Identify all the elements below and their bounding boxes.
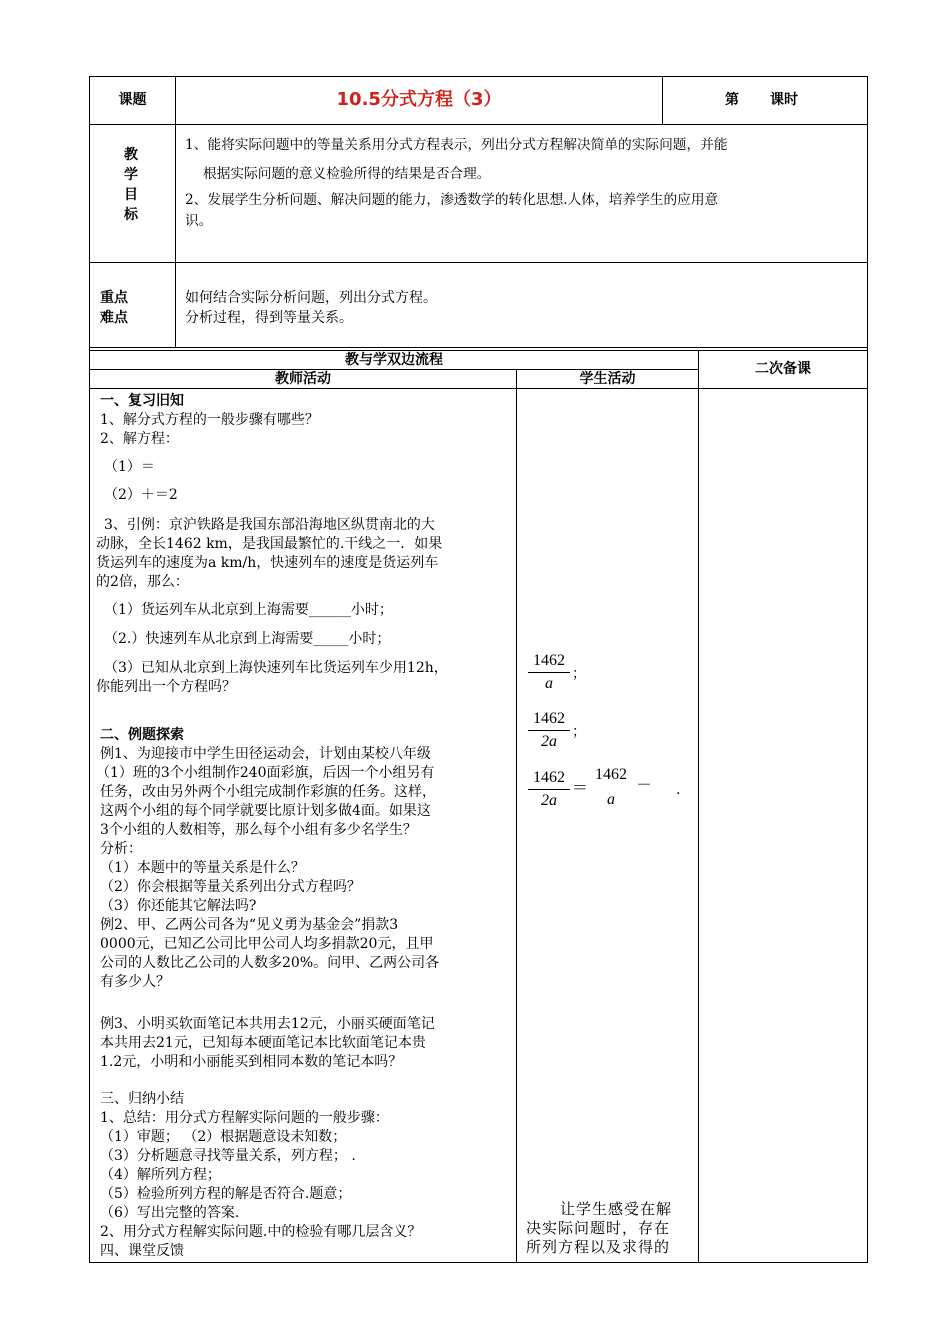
difficulty-text: 分析过程，得到等量关系。 bbox=[185, 310, 353, 326]
row-divider-1 bbox=[89, 124, 868, 125]
teacher-line: （3）你还能其它解法吗? bbox=[100, 898, 257, 914]
teacher-line: 例2、甲、乙两公司各为“见义勇为基金会”捐款3 bbox=[100, 917, 399, 933]
fraction-numerator: 1462 bbox=[533, 769, 565, 786]
student-activity-header: 学生活动 bbox=[579, 371, 636, 387]
teacher-line: 分析： bbox=[100, 841, 142, 857]
section-summary-heading: 三、归纳小结 bbox=[100, 1091, 184, 1107]
student-note-line-2: 决实际问题时，存在 bbox=[526, 1219, 671, 1237]
equation-left-fraction bbox=[528, 768, 570, 811]
row-divider-6 bbox=[89, 388, 868, 389]
row-divider-3 bbox=[89, 347, 868, 348]
fraction-denominator: a bbox=[545, 675, 553, 692]
lesson-column-divider bbox=[662, 76, 663, 125]
minus-sign: － bbox=[636, 775, 653, 794]
fraction-numerator: 1462 bbox=[595, 768, 627, 782]
objectives-label-1: 教 bbox=[124, 147, 138, 163]
student-note-line-1: 让学生感受在解 bbox=[560, 1200, 673, 1218]
teacher-line: 你能列出一个方程吗？ bbox=[96, 679, 236, 695]
difficulty-label: 难点 bbox=[100, 310, 128, 326]
keypoint-text: 如何结合实际分析问题，列出分式方程。 bbox=[185, 290, 437, 306]
equals-sign: ＝ bbox=[572, 778, 589, 797]
lesson-suffix: 课时 bbox=[770, 92, 798, 108]
teacher-line: （1）本题中的等量关系是什么？ bbox=[100, 860, 305, 876]
teacher-line: （2）你会根据等量关系列出分式方程吗？ bbox=[100, 879, 361, 895]
second-prep-header: 二次备课 bbox=[755, 361, 811, 377]
fraction-freight-time bbox=[528, 651, 570, 694]
semicolon: ； bbox=[572, 724, 586, 740]
trailing-dot: . bbox=[676, 782, 681, 798]
table-border-right bbox=[867, 76, 868, 1263]
teacher-line: 例3、小明买软面笔记本共用去12元，小丽买硬面笔记 bbox=[100, 1016, 435, 1032]
equation-right-fraction bbox=[590, 768, 632, 810]
teacher-line: 这两个小组的每个同学就要比原计划多做4面。如果这 bbox=[100, 803, 431, 819]
fraction-bar bbox=[528, 672, 570, 673]
teacher-activity-header: 教师活动 bbox=[275, 371, 331, 387]
fraction-bar bbox=[528, 789, 570, 790]
objective-2-line-2: 识。 bbox=[185, 213, 213, 229]
teacher-line: 3个小组的人数相等，那么每个小组有多少名学生？ bbox=[100, 822, 417, 838]
objectives-label-3: 目 bbox=[124, 187, 138, 203]
student-column-divider bbox=[516, 369, 517, 1263]
semicolon: ； bbox=[572, 666, 586, 682]
teacher-line: 的2倍，那么： bbox=[96, 574, 189, 590]
teacher-line: （1）审题； （2）根据题意设未知数； bbox=[100, 1129, 347, 1145]
student-note-line-3: 所列方程以及求得的 bbox=[526, 1238, 671, 1256]
teacher-line: 2、解方程： bbox=[100, 431, 179, 447]
fraction-express-time bbox=[528, 709, 570, 752]
objective-1-line-1: 1、能将实际问题中的等量关系用分式方程表示，列出分式方程解决简单的实际问题，并能 bbox=[185, 137, 728, 153]
teacher-line: 1、解分式方程的一般步骤有哪些？ bbox=[100, 412, 319, 428]
row-divider-2 bbox=[89, 262, 868, 263]
table-border-top bbox=[89, 76, 868, 77]
teacher-line: （6）写出完整的答案. bbox=[100, 1205, 240, 1221]
teacher-line: 2、用分式方程解实际问题.中的检验有哪几层含义？ bbox=[100, 1224, 422, 1240]
section-review-heading: 一、复习旧知 bbox=[100, 393, 184, 409]
teacher-line: 任务，改由另外两个小组完成制作彩旗的任务。这样， bbox=[100, 784, 436, 800]
fraction-denominator: 2a bbox=[541, 733, 557, 750]
fraction-bar bbox=[590, 783, 632, 784]
teacher-line: 1.2元，小明和小丽能买到相同本数的笔记本吗？ bbox=[100, 1054, 403, 1070]
teacher-line: （1）＝ bbox=[104, 459, 155, 475]
second-prep-column-divider bbox=[698, 350, 699, 1263]
teacher-line: 3、引例：京沪铁路是我国东部沿海地区纵贯南北的大 bbox=[104, 517, 435, 533]
objective-2-line-1: 2、发展学生分析问题、解决问题的能力，渗透数学的转化思想.人体，培养学生的应用意 bbox=[185, 192, 719, 208]
page-title: 10.5分式方程（3） bbox=[336, 89, 502, 110]
fraction-numerator: 1462 bbox=[533, 710, 565, 727]
objective-1-line-2: 根据实际问题的意义检验所得的结果是否合理。 bbox=[203, 166, 491, 182]
teacher-line: 货运列车的速度为a km/h，快速列车的速度是货运列车 bbox=[96, 555, 439, 571]
topic-label: 课题 bbox=[118, 92, 147, 108]
fraction-bar bbox=[528, 730, 570, 731]
teacher-line: （5）检验所列方程的解是否符合.题意； bbox=[100, 1186, 352, 1202]
table-border-left bbox=[89, 76, 90, 1263]
fraction-numerator: 1462 bbox=[533, 652, 565, 669]
teacher-line: （2.）快速列车从北京到上海需要_____小时； bbox=[104, 631, 391, 647]
teacher-line: （3）分析题意寻找等量关系，列方程； . bbox=[100, 1148, 356, 1164]
teacher-line: 动脉，全长1462 km，是我国最繁忙的.干线之一．如果 bbox=[96, 536, 443, 552]
objectives-label-4: 标 bbox=[124, 207, 138, 223]
teacher-line: （3）已知从北京到上海快速列车比货运列车少用12h， bbox=[104, 660, 448, 676]
table-border-bottom bbox=[89, 1262, 868, 1263]
flow-header: 教与学双边流程 bbox=[345, 352, 443, 368]
label-column-divider bbox=[175, 76, 176, 348]
teacher-line: 0000元，已知乙公司比甲公司人均多捐款20元，且甲 bbox=[100, 936, 434, 952]
teacher-line: 公司的人数比乙公司的人数多20%。问甲、乙两公司各 bbox=[100, 955, 440, 971]
fraction-denominator: 2a bbox=[541, 792, 557, 809]
fraction-denominator: a bbox=[607, 791, 615, 808]
objectives-label-2: 学 bbox=[124, 167, 138, 183]
teacher-line: 例1、为迎接市中学生田径运动会，计划由某校八年级 bbox=[100, 746, 431, 762]
section-feedback-heading: 四、课堂反馈 bbox=[100, 1243, 184, 1259]
teacher-line: （1）班的3个小组制作240面彩旗，后因一个小组另有 bbox=[96, 765, 435, 781]
teacher-line: 1、总结：用分式方程解实际问题的一般步骤： bbox=[100, 1110, 389, 1126]
teacher-line: 本共用去21元，已知每本硬面笔记本比软面笔记本贵 bbox=[100, 1035, 426, 1051]
section-examples-heading: 二、例题探索 bbox=[100, 727, 184, 743]
keypoint-label: 重点 bbox=[100, 290, 128, 306]
teacher-line: （2）＋＝2 bbox=[104, 487, 178, 503]
teacher-line: （4）解所列方程； bbox=[100, 1167, 221, 1183]
teacher-line: 有多少人？ bbox=[100, 974, 170, 990]
lesson-prefix: 第 bbox=[725, 92, 739, 108]
teacher-line: （1）货运列车从北京到上海需要______小时； bbox=[104, 602, 393, 618]
